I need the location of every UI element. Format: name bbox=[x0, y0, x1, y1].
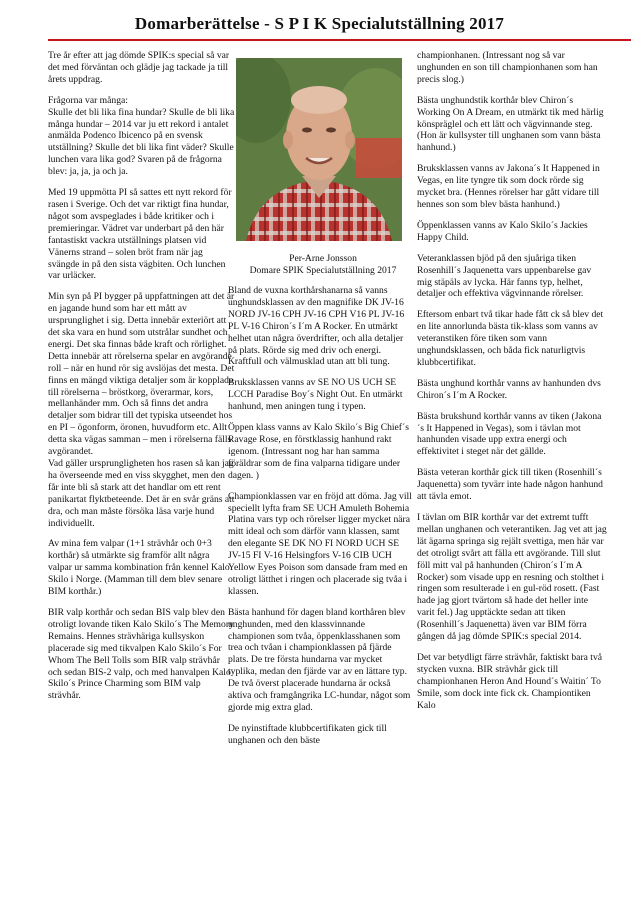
paragraph: Min syn på PI bygger på uppfattningen att det är en jagande hund som har ett mått av ursprunglighet i sig. Detta innebär exteriört att det ska vara en hund som utstrålar sundhet och energi. Det ska finnas både kraft och rörlighet. Detta innebär att rörelserna spelar en avgörande roll – när en hund rör sig avslöjas det mesta. Det finns en mängd viktiga detaljer som är kopplade till rörelserna – bröstkorg, överarmar, kors, mellanhänder mm. Och så finns det andra detaljer som bidrar till det typiska utseendet hos en PI – ögonform, öronen, huvudform etc. Allt detta ska vägas samman – men i rörelserna fälls avgörandet. Vad gäller ursprungligheten hos rasen så kan jag ha överseende med en viss skygghet, men den får inte bli så stark att det handlar om ett rent panikartat flyktbeteende. Det är en svår gräns att dra, och man måste försöka läsa varje hund individuellt. bbox=[48, 291, 235, 529]
paragraph: Bästa brukshund korthår vanns av tiken (Jakona´s It Happened in Vegas), som i tävlan mot hanhunden visade upp extra energi och effektivitet i steget när det gällde. bbox=[417, 410, 602, 458]
judge-photo bbox=[236, 58, 402, 241]
paragraph: Eftersom enbart två tikar hade fått ck så blev det en lite annorlunda bästa tik-klass som vanns av veteranstiken före tiken som vann unghundsklassen, och båda fick naturligtvis klubbcertifikat. bbox=[417, 309, 604, 368]
column-2 bbox=[228, 285, 413, 756]
paragraph: Bästa unghund korthår vanns av hanhunden dvs Chiron´s I´m A Rocker. bbox=[417, 377, 601, 401]
paragraph: De nyinstiftade klubbcertifikaten gick till unghanen och den bäste bbox=[228, 722, 387, 746]
paragraph: Öppenklassen vanns av Kalo Skilo´s Jackies Happy Child. bbox=[417, 219, 588, 243]
paragraph: Veteranklassen bjöd på den sjuåriga tiken Rosenhill´s Jaquenetta vars uppenbarelse gav mig stäpäls av lycka. Här fanns typ, helhet, detaljer och effektiva vägvinnande rörelser. bbox=[417, 252, 592, 300]
paragraph: I tävlan om BIR korthår var det extremt tufft mellan unghanen och veterantiken. Jag vet att jag lät ägarna springa sig rejält svettiga, men här var det otroligt svårt att fälla ett avgörande. Till slut föll mitt val på hanhunden (Chiron´s I´m A Rocker) som visade upp en resning och stolthet i ringen som resulterade i en gul-röd rosett. (Fast hade jag gjort tvärtom så hade det heller inte varit fel.) Jag upptäckte sedan att tiken (Rosenhill´s Jaquenetta) även var BIM förra gången då jag dömde SPIK:s special 2014. bbox=[417, 512, 607, 643]
paragraph: Öppen klass vanns av Kalo Skilo´s Big Chief´s Ravage Rose, en förstklassig hanhund rakt igenom. (Intressant nog har han samma föräldrar som de fina valparna tidigare under dagen. ) bbox=[228, 422, 409, 481]
paragraph: BIR valp korthår och sedan BIS valp blev den otroligt lovande tiken Kalo Skilo´s The Memory Remains. Hennes strävhäriga kullsyskon placerade sig med tikvalpen Kalo Skilo´s For Whom The Bell Tolls som BIR valp strävhår och sedan BIS-2 valp, och med hanvalpen Kalo Skilo´s Prince Charming som BIM valp strävhår. bbox=[48, 606, 234, 702]
column-3 bbox=[417, 50, 607, 721]
paragraph: Med 19 uppmötta PI så sattes ett nytt rekord för rasen i Sverige. Och det var riktigt fina hundar, något som avspeglades i både kritiker och i premieringar. Vädret var underbart på den här fantastiskt vackra utställnings platsen vid Vänerns strand – solen bröt fram när jag svängde in på den sista vägbiten. Och lunchen var urläcker. bbox=[48, 187, 232, 282]
paragraph: Bästa veteran korthår gick till tiken (Rosenhill´s Jaquenetta) som tyvärr inte hade någon hanhund att tävla emot. bbox=[417, 467, 603, 503]
paragraph: Bland de vuxna korthårshanarna så vanns unghundsklassen av den magnifike DK JV-16 NORD JV-16 CPH JV-16 CPH V16 PL JV-16 PL V-16 Chiron´s I´m A Rocker. En utmärkt helhet utan några överdrifter, och alla detaljer på plats. Rörde sig med driv och energi. Kraftfull och välmusklad utan att bli tung. bbox=[228, 285, 405, 368]
paragraph: Bästa hanhund för dagen bland korthåren blev unghunden, med den klassvinnande championen som tvåa, öppenklasshanen som trea och tvåan i championklassen på fjärde plats. De tre första hundarna var mycket typlika, medan den fjärde var av en lättare typ. De två överst placerade hundarna är också aktiva och framgångrika LC-hundar, något som gjorde mig extra glad. bbox=[228, 606, 411, 713]
paragraph: Bruksklassen vanns av SE NO US UCH SE LCCH Paradise Boy´s Night Out. En utmärkt hanhund, men aningen tung i typen. bbox=[228, 377, 403, 413]
caption-role: Domare SPIK Specialutställning 2017 bbox=[249, 264, 397, 276]
paragraph: Bruksklassen vanns av Jakona´s It Happened in Vegas, en lite tyngre tik som dock rörde sig mycket bra. (Hennes rörelser har gått vidare till hennes son som blev bästa hanhund.) bbox=[417, 163, 600, 210]
paragraph: Frågorna var många: Skulle det bli lika fina hundar? Skulle de bli lika många hundar – 2014 var ju ett rekord i antalet anmälda Podenco Ibicenco på en svensk utställning? Skulle det bli lika fint väder? Skulle lunchen vara lika god? Svaren på de frågorna blev: ja, ja, ja och ja. bbox=[48, 94, 235, 178]
paragraph: Av mina fem valpar (1+1 strävhår och 0+3 korthår) så utmärkte sig framför allt några valpar ur samma kombination från kennel Kalo Skilo i Norge. (Mamman till dem blev senare BIM korthår.) bbox=[48, 538, 230, 598]
column-1 bbox=[48, 50, 235, 711]
paragraph: championhanen. (Intressant nog så var unghunden en son till championhanen som han precis slog.) bbox=[417, 50, 598, 85]
title-rule bbox=[48, 39, 631, 41]
photo-caption bbox=[228, 253, 418, 276]
page-title: Domarberättelse - S P I K Specialutställning 2017 bbox=[134, 14, 505, 33]
caption-name: Per-Arne Jonsson bbox=[289, 253, 357, 264]
paragraph: Tre år efter att jag dömde SPIK:s special så var det med förväntan och glädje jag tackade ja till årets uppdrag. bbox=[48, 50, 230, 85]
paragraph: Championklassen var en fröjd att döma. Jag vill speciellt lyfta fram SE UCH Amuleth Bohemia Platina vars typ och rörelser ligger mycket nära mitt ideal och som därför vann klassen, samt den elegante SE DK NO FI NORD UCH SE JV-15 FI V-16 Helsingfors V-16 CIB UCH Yellow Eyes Poison som dansade fram med en otroligt lätthet i ringen och placerade sig tvåa i klassen. bbox=[228, 490, 412, 597]
paragraph: Bästa unghundstik korthår blev Chiron´s Working On A Dream, en utmärkt tik med härlig könspräglel och ett lätt och vägvinnande steg. (Hon är kullsyster till unghanen som vann bästa hanhund.) bbox=[417, 94, 604, 154]
paragraph: Det var betydligt färre strävhår, faktiskt bara två stycken vuxna. BIR strävhår gick till championhanen Heron And Hound´s Waitin´ To Smile, som dock inte fick ck. Championtiken Kalo bbox=[417, 651, 603, 711]
